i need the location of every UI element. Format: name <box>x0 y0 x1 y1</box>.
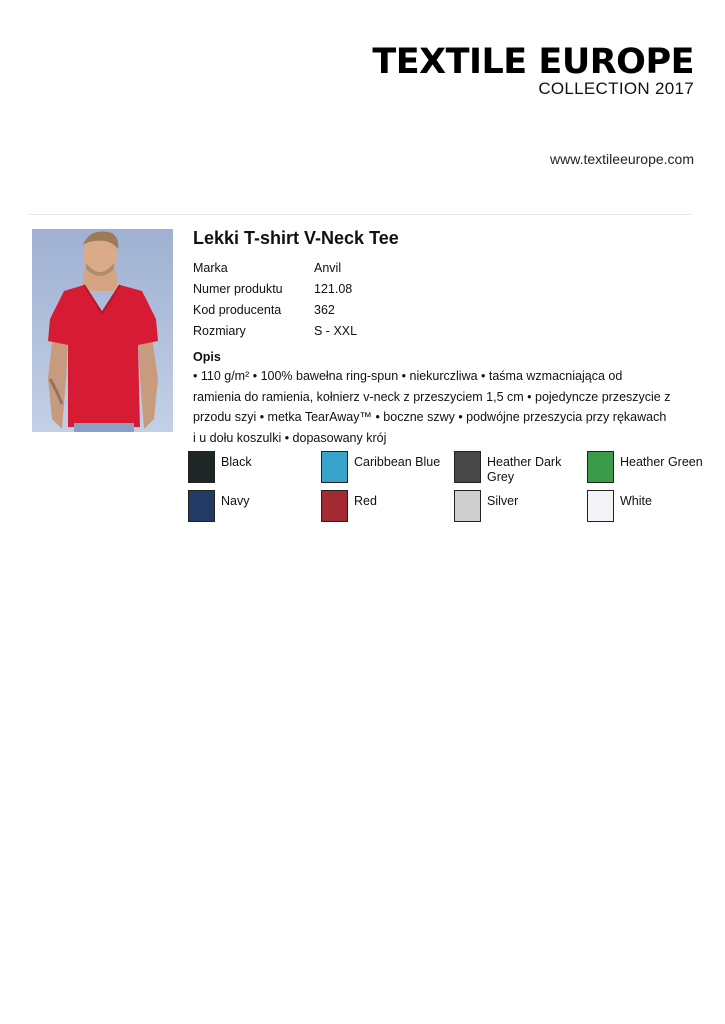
color-name: Silver <box>487 494 519 508</box>
color-swatch <box>587 490 614 522</box>
color-swatch <box>454 451 481 483</box>
description-label: Opis <box>193 350 221 364</box>
color-swatches <box>188 451 718 524</box>
color-swatch <box>454 490 481 522</box>
spec-value: 362 <box>314 303 335 317</box>
color-item-heather-dark-grey[interactable] <box>454 451 587 485</box>
color-item-caribbean-blue[interactable] <box>321 451 454 485</box>
brand-subtitle: COLLECTION 2017 <box>538 79 694 98</box>
color-item-heather-green[interactable] <box>587 451 718 485</box>
color-item-black[interactable] <box>188 451 321 485</box>
spec-value: Anvil <box>314 261 342 275</box>
spec-row-product-number <box>193 279 693 300</box>
product-title: Lekki T-shirt V-Neck Tee <box>193 228 399 248</box>
divider <box>29 214 691 215</box>
brand-title: TEXTILE EUROPE <box>372 42 694 82</box>
color-name: Red <box>354 494 377 508</box>
spec-value: 121.08 <box>314 282 353 296</box>
color-name: White <box>620 494 652 508</box>
color-swatch <box>321 451 348 483</box>
color-item-red[interactable] <box>321 490 454 524</box>
color-swatch <box>321 490 348 522</box>
spec-label: Numer produktu <box>193 282 283 296</box>
color-name: Black <box>221 455 252 469</box>
color-swatch <box>587 451 614 483</box>
spec-value: S - XXL <box>314 324 358 338</box>
spec-label: Kod producenta <box>193 303 282 317</box>
color-item-white[interactable] <box>587 490 718 524</box>
description-text: • 110 g/m² • 100% bawełna ring-spun • niekurczliwa • taśma wzmacniająca od ramienia do ramienia, kołnierz v-neck z przeszyciem 1,5 cm • pojedyncze przeszycie z przodu szyi • metka TearAway™ • boczne szwy • podwójne przeszycia przy rękawach i u dołu koszulki • dopasowany krój <box>193 369 671 445</box>
color-swatch <box>188 451 215 483</box>
spec-label: Marka <box>193 261 228 275</box>
website-url[interactable]: www.textileeurope.com <box>550 151 694 167</box>
spec-row-brand <box>193 258 693 279</box>
color-item-navy[interactable] <box>188 490 321 524</box>
spec-row-sizes <box>193 321 693 342</box>
spec-label: Rozmiary <box>193 324 246 338</box>
spec-row-manufacturer-code <box>193 300 693 321</box>
brand-logo <box>372 44 694 98</box>
product-details <box>193 226 693 448</box>
color-item-silver[interactable] <box>454 490 587 524</box>
color-swatch <box>188 490 215 522</box>
color-name: Caribbean Blue <box>354 455 441 469</box>
color-name: Heather Dark Grey <box>487 455 562 484</box>
color-name: Navy <box>221 494 250 508</box>
product-photo <box>32 229 173 432</box>
color-name: Heather Green <box>620 455 703 469</box>
